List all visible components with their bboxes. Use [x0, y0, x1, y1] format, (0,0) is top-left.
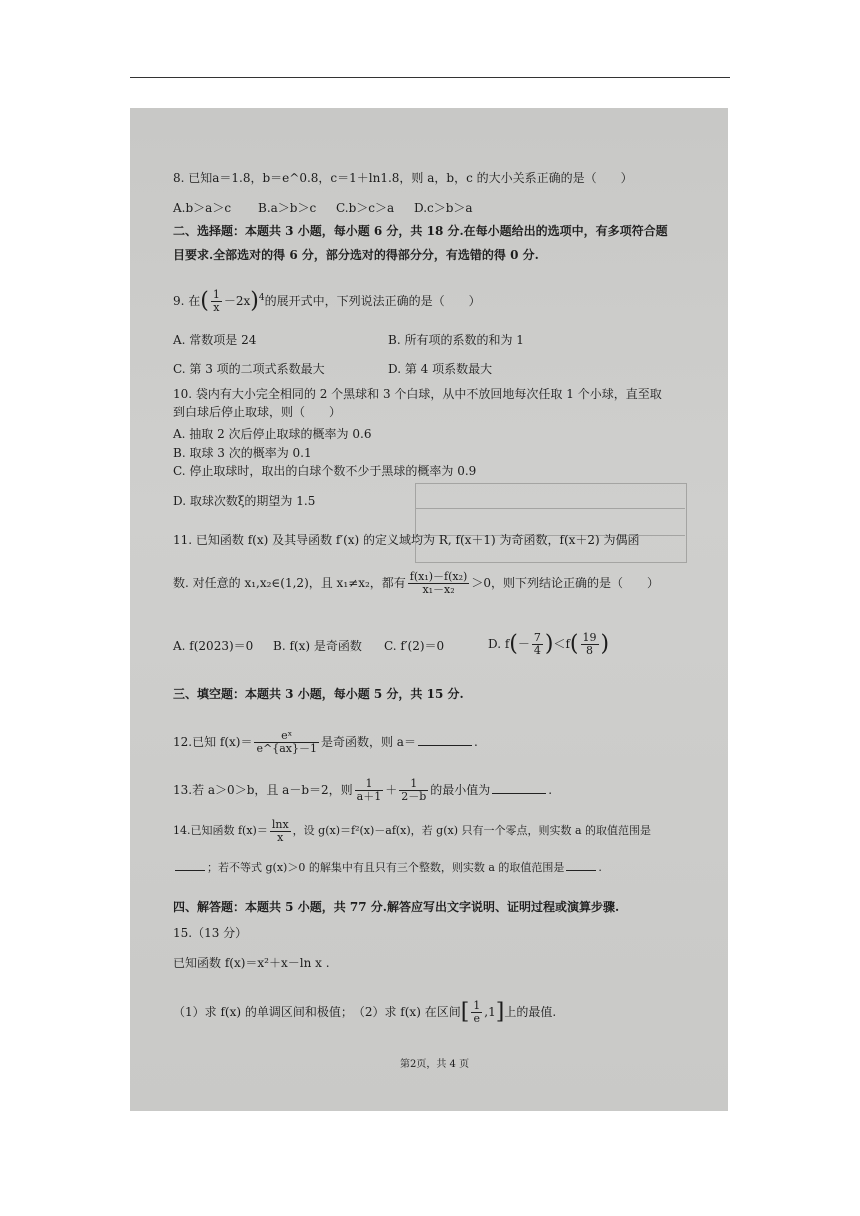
q15-parts: （1）求 f(x) 的单调区间和极值； （2）求 f(x) 在区间[ $\frac{1}{e}$ ,1]上的最值. — [173, 999, 557, 1025]
q15-part2-pre: （2）求 f(x) 在区间 — [358, 1005, 461, 1019]
q11-denominator: x₁－x₂ — [422, 583, 455, 596]
q10-option-d: D. 取球次数ξ的期望为 1.5 — [173, 494, 316, 508]
section4-heading: 四、解答题：本题共 5 小题，共 77 分.解答应写出文字说明、证明过程或演算步骤. — [173, 900, 620, 914]
q11-option-d-fraction1: $\frac{7}{4}$ — [533, 631, 541, 657]
q9-option-c: C. 第 3 项的二项式系数最大 — [173, 362, 325, 376]
q14-stem-line1: 14.已知函数 f(x)＝ $\frac{\ln x}{x}$ ，设 g(x)＝f²(x)－af(x)，若 g(x) 只有一个零点，则实数 a 的取值范围是 — [173, 817, 652, 844]
q11-pre: 数. 对任意的 x₁,x₂∈(1,2)，且 x₁≠x₂，都有 — [173, 576, 406, 590]
q14-fraction: $\frac{\ln x}{x}$ — [271, 817, 289, 844]
q8-stem: 8. 已知a＝1.8，b＝e^0.8，c＝1＋ln1.8，则 a，b，c 的大小关系正确的是（ ） — [173, 171, 633, 185]
q14-stem-line2: ；若不等式 g(x)＞0 的解集中有且只有三个整数，则实数 a 的取值范围是 . — [173, 860, 602, 876]
q11-fraction — [408, 571, 470, 596]
q11-option-d-pre: D. f — [488, 637, 510, 651]
q13-stem: 13.若 a＞0＞b，且 a－b＝2，则 $\frac{1}{a+1}$ ＋ $\frac{1}{2-b}$ 的最小值为 . — [173, 777, 553, 803]
top-rule — [130, 77, 730, 78]
q8-option-a: A.b＞a＞c — [173, 201, 232, 215]
q11-stem-line1: 11. 已知函数 f(x) 及其导函数 f′(x) 的定义域均为 R, f(x＋1) 为奇函数，f(x＋2) 为偶函 — [173, 533, 640, 547]
q11-option-a: A. f(2023)＝0 — [173, 639, 254, 653]
q9-exponent: 4 — [258, 293, 265, 303]
q10-option-b: B. 取球 3 次的概率为 0.1 — [173, 446, 312, 460]
q9-denominator: x — [213, 301, 220, 314]
q9-fraction — [211, 289, 222, 314]
q10-stem-line2: 到白球后停止取球，则（ ） — [173, 405, 342, 419]
q12-fraction: $\frac{\text{eˣ}}{e\^{}\{ax\}-1}$ — [256, 729, 317, 755]
q15-part1: （1）求 f(x) 的单调区间和极值； — [173, 1005, 347, 1019]
q11-post: ＞0，则下列结论正确的是（ ） — [471, 576, 659, 590]
q8-option-c: C.b＞c＞a — [336, 201, 395, 215]
q12-stem: 12.已知 f(x)＝ $\frac{\text{eˣ}}{e\^{}\{ax\}-1}$ 是奇函数，则 a＝ . — [173, 729, 478, 755]
q14-answer-blank-1 — [175, 870, 205, 871]
section3-heading: 三、填空题：本题共 3 小题，每小题 5 分，共 15 分. — [173, 687, 464, 701]
q13-fraction1: $\frac{1}{a+1}$ — [356, 777, 382, 803]
q10-option-c: C. 停止取球时，取出的白球个数不少于黑球的概率为 0.9 — [173, 464, 477, 478]
q9-tail: －2x — [223, 294, 251, 308]
q9-option-a: A. 常数项是 24 — [173, 333, 257, 347]
section2-heading-line2: 目要求.全部选对的得 6 分，部分选对的得部分分，有选错的得 0 分. — [173, 248, 539, 262]
q15-part2-fraction: $\frac{1}{e}$ — [473, 999, 481, 1025]
section2-heading-line1: 二、选择题：本题共 3 小题，每小题 6 分，共 18 分.在每小题给出的选项中，有多项符合题 — [173, 224, 668, 238]
q11-option-b: B. f(x) 是奇函数 — [273, 639, 362, 653]
q8-option-b: B.a＞b＞c — [258, 201, 317, 215]
q11-stem-line2 — [173, 567, 659, 599]
q11-option-d-fraction2: $\frac{19}{8}$ — [582, 631, 597, 657]
q11-option-d: D. f(－ $\frac{7}{4}$ )＜f( $\frac{19}{8}$ ) — [488, 631, 610, 657]
q15-part2-post: 上的最值. — [504, 1005, 557, 1019]
q11-numerator: f(x₁)－f(x₂) — [409, 570, 468, 583]
q8-option-d: D.c＞b＞a — [414, 201, 473, 215]
q9-option-d: D. 第 4 项系数最大 — [388, 362, 493, 376]
q12-answer-blank — [418, 745, 472, 746]
q9-stem: 9. 在( $\frac{1}{x}$ －2x)$^4$的展开式中，下列说法正确的是（ ） — [173, 288, 481, 314]
q15-heading: 15.（13 分） — [173, 926, 248, 940]
q10-stem-line1: 10. 袋内有大小完全相同的 2 个黑球和 3 个白球，从中不放回地每次任取 1 个小球，直至取 — [173, 387, 662, 401]
q11-option-d-mid: ＜f — [553, 637, 570, 651]
q13-fraction2: $\frac{1}{2-b}$ — [401, 777, 427, 803]
q14-answer-blank-2 — [566, 870, 596, 871]
page-footer: 第2页，共 4 页 — [400, 1059, 470, 1070]
q15-given: 已知函数 f(x)＝x²＋x－ln x . — [173, 956, 330, 970]
q9-option-b: B. 所有项的系数的和为 1 — [388, 333, 524, 347]
q13-answer-blank — [492, 793, 546, 794]
q11-option-c: C. f′(2)＝0 — [384, 639, 445, 653]
q9-pre: 9. 在 — [173, 294, 201, 308]
q10-option-a: A. 抽取 2 次后停止取球的概率为 0.6 — [173, 427, 372, 441]
q9-numerator: 1 — [212, 288, 220, 301]
q9-post: 的展开式中，下列说法正确的是（ ） — [264, 294, 481, 308]
